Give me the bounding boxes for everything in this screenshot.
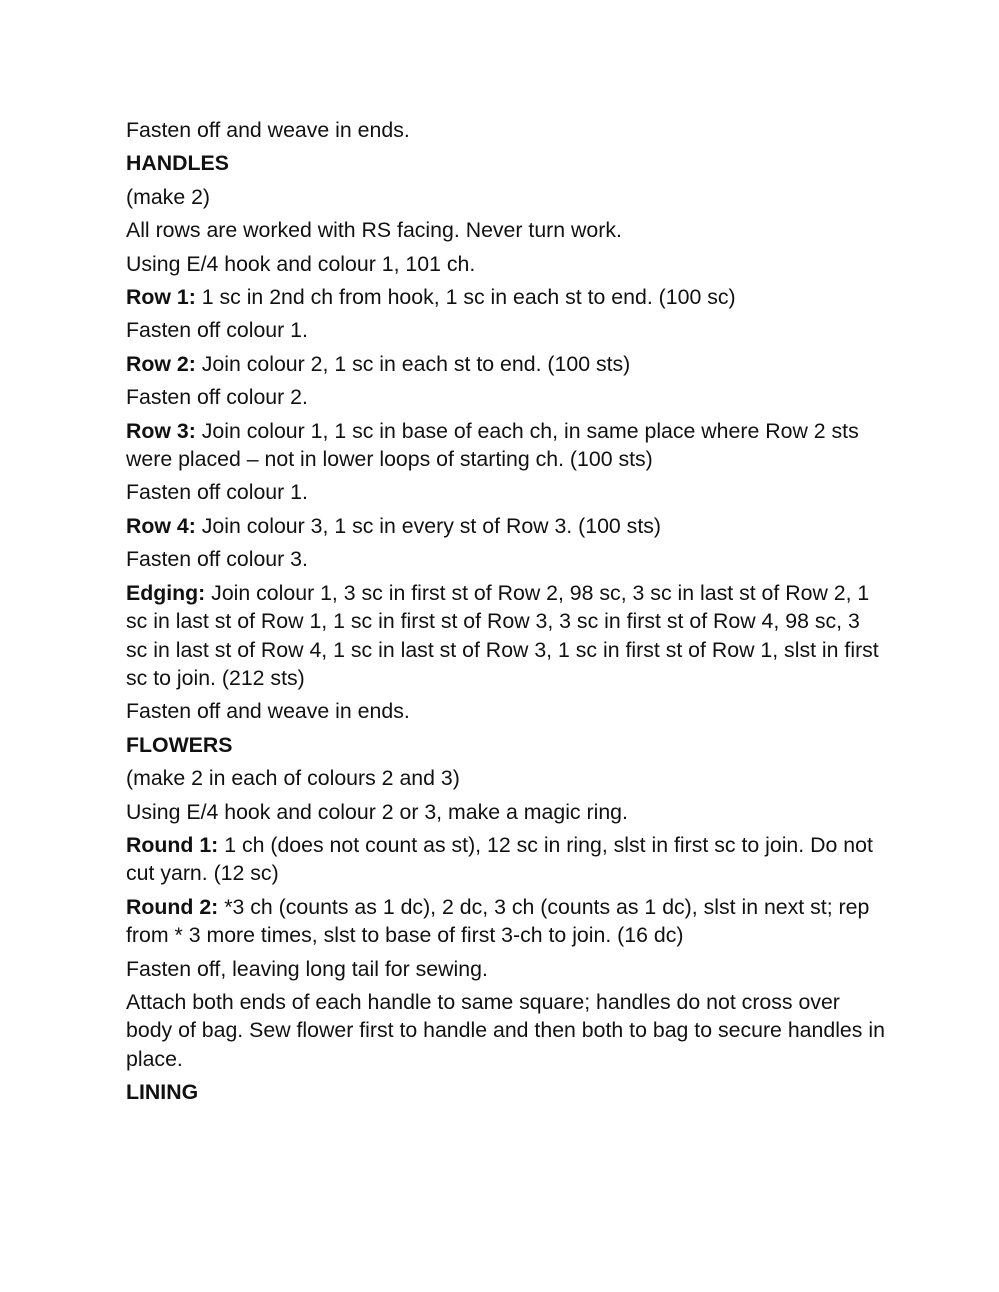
row-1-label: Row 1: (126, 285, 196, 310)
row-4-instruction (126, 512, 886, 540)
handles-heading: HANDLES (126, 151, 229, 176)
fasten-off-colour-2: Fasten off colour 2. (126, 385, 308, 410)
row-3-text: Join colour 1, 1 sc in base of each ch, in same place where Row 2 sts were placed – not in lower loops of starting ch. (100 sts) (126, 418, 859, 472)
handles-make-count: (make 2) (126, 184, 211, 209)
row-3-instruction (126, 417, 886, 474)
flowers-make-count: (make 2 in each of colours 2 and 3) (126, 766, 460, 791)
round-2-text: *3 ch (counts as 1 dc), 2 dc, 3 ch (counts as 1 dc), slst in next st; rep from * 3 more times, slst to base of first 3-ch to join. (16 dc) (126, 894, 870, 948)
row-4-label: Row 4: (126, 513, 196, 538)
flowers-heading: FLOWERS (126, 732, 233, 757)
fasten-off-weave-text: Fasten off and weave in ends. (126, 118, 410, 142)
row-2-label: Row 2: (126, 351, 196, 376)
handles-note: All rows are worked with RS facing. Never turn work. (126, 218, 622, 243)
row-2-instruction (126, 350, 886, 378)
fasten-off-colour-1-again: Fasten off colour 1. (126, 480, 308, 505)
edging-label: Edging: (126, 580, 206, 605)
attach-instructions: Attach both ends of each handle to same square; handles do not cross over body of bag. Sew flower first to handle and then both to bag to secure handles in place. (126, 989, 885, 1071)
round-2-label: Round 2: (126, 894, 219, 919)
handles-start: Using E/4 hook and colour 1, 101 ch. (126, 251, 476, 276)
row-1-instruction (126, 283, 886, 311)
round-1-text: 1 ch (does not count as st), 12 sc in ring, slst in first sc to join. Do not cut yarn. (12 sc) (126, 832, 873, 886)
row-2-text: Join colour 2, 1 sc in each st to end. (100 sts) (195, 351, 631, 376)
row-4-text: Join colour 3, 1 sc in every st of Row 3. (100 sts) (195, 513, 661, 538)
row-1-text: 1 sc in 2nd ch from hook, 1 sc in each st to end. (100 sc) (195, 285, 736, 310)
edging-text: Join colour 1, 3 sc in first st of Row 2, 98 sc, 3 sc in last st of Row 2, 1 sc in last st of Row 1, 1 sc in first st of Row 3, 3 sc in first st of Row 4, 98 sc, 3 sc in last st of Row 4, 1 sc in last st of Row 3, 1 sc in first st of Row 1, slst in first sc to join. (212 sts) (126, 580, 879, 690)
lining-heading: LINING (126, 1080, 199, 1105)
round-1-label: Round 1: (126, 832, 219, 857)
round-1-instruction (126, 831, 886, 888)
round-2-instruction (126, 893, 886, 950)
flowers-fasten-off: Fasten off, leaving long tail for sewing. (126, 956, 488, 981)
row-3-label: Row 3: (126, 418, 196, 443)
flowers-start: Using E/4 hook and colour 2 or 3, make a magic ring. (126, 799, 628, 824)
fasten-off-colour-3: Fasten off colour 3. (126, 547, 308, 572)
fasten-off-colour-1: Fasten off colour 1. (126, 318, 308, 343)
handles-finish: Fasten off and weave in ends. (126, 699, 410, 724)
edging-instruction (126, 579, 886, 693)
document-page (126, 116, 886, 1112)
